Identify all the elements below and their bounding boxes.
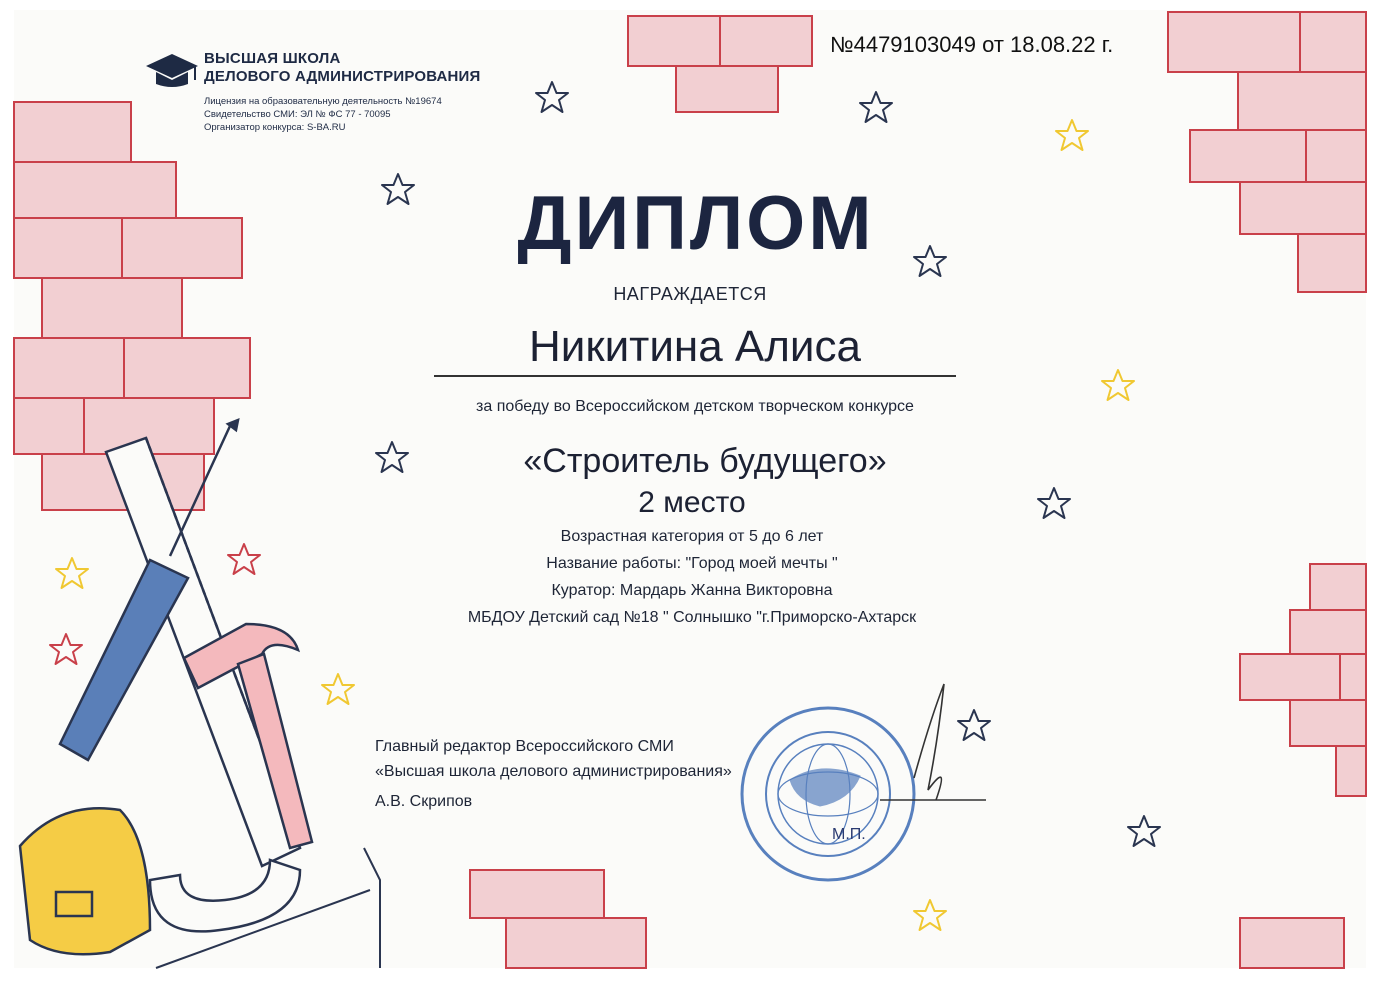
star-icon (536, 82, 568, 112)
diploma-title: ДИПЛОМ (517, 181, 875, 266)
brick (1340, 654, 1366, 700)
detail-age-category: Возрастная категория от 5 до 6 лет (560, 528, 824, 545)
brick (14, 398, 84, 454)
detail-institution: МБДОУ Детский сад №18 " Солнышко "г.Приморско-Ахтарск (467, 609, 917, 626)
award-reason: за победу во Всероссийском детском творческом конкурсе (476, 398, 914, 415)
brick (42, 278, 182, 338)
brick (14, 218, 122, 278)
contest-name: «Строитель будущего» (523, 442, 887, 480)
star-icon (958, 710, 990, 740)
star-icon (228, 544, 260, 574)
brick (1168, 12, 1300, 72)
brick (1240, 918, 1344, 968)
brick (124, 338, 250, 398)
star-icon (1102, 370, 1134, 400)
star-icon (322, 674, 354, 704)
issuer-name-line2: ДЕЛОВОГО АДМИНИСТРИРОВАНИЯ (204, 68, 481, 85)
brick (14, 162, 176, 218)
issuer-organizer: Организатор конкурса: S-BA.RU (204, 122, 346, 133)
brick (506, 918, 646, 968)
brick (1300, 12, 1366, 72)
signature-role-line2: «Высшая школа делового администрирования» (375, 763, 732, 780)
brick (1290, 610, 1366, 654)
awarded-label: НАГРАЖДАЕТСЯ (613, 284, 767, 304)
detail-curator: Куратор: Мардарь Жанна Викторовна (551, 582, 833, 599)
brick (122, 218, 242, 278)
brick (1310, 564, 1366, 610)
graduation-cap-icon (146, 54, 198, 87)
brick (1336, 746, 1366, 796)
brick (1238, 72, 1366, 130)
brick (628, 16, 720, 66)
star-icon (1128, 816, 1160, 846)
star-icon (50, 634, 82, 664)
brick (14, 338, 124, 398)
brick (14, 102, 131, 162)
place-text: 2 место (638, 486, 746, 519)
brick (1190, 130, 1306, 182)
brick (1240, 182, 1366, 234)
brick (720, 16, 812, 66)
helmet-icon (20, 808, 150, 954)
star-icon (1038, 488, 1070, 518)
star-icon (56, 558, 88, 588)
star-icon (914, 900, 946, 930)
star-icon (860, 92, 892, 122)
issuer-name-line1: ВЫСШАЯ ШКОЛА (204, 50, 341, 67)
brick (1240, 654, 1340, 700)
star-icon (376, 442, 408, 472)
star-icon (1056, 120, 1088, 150)
detail-work-title: Название работы: "Город моей мечты " (546, 555, 838, 572)
name-underline (434, 375, 956, 377)
signature-role-line1: Главный редактор Всероссийского СМИ (375, 738, 674, 755)
brick (1298, 234, 1366, 292)
seal-label: М.П. (832, 826, 866, 843)
recipient-name: Никитина Алиса (529, 322, 861, 371)
brick (676, 66, 778, 112)
diploma-number: №4479103049 от 18.08.22 г. (830, 32, 1114, 57)
stamp-icon (742, 708, 914, 880)
issuer-media-cert: Свидетельство СМИ: ЭЛ № ФС 77 - 70095 (204, 109, 391, 120)
issuer-license: Лицензия на образовательную деятельность №19674 (204, 96, 442, 107)
star-icon (382, 174, 414, 204)
brick (1306, 130, 1366, 182)
signatory-name: А.В. Скрипов (375, 793, 473, 810)
brick (1290, 700, 1366, 746)
brick (470, 870, 604, 918)
